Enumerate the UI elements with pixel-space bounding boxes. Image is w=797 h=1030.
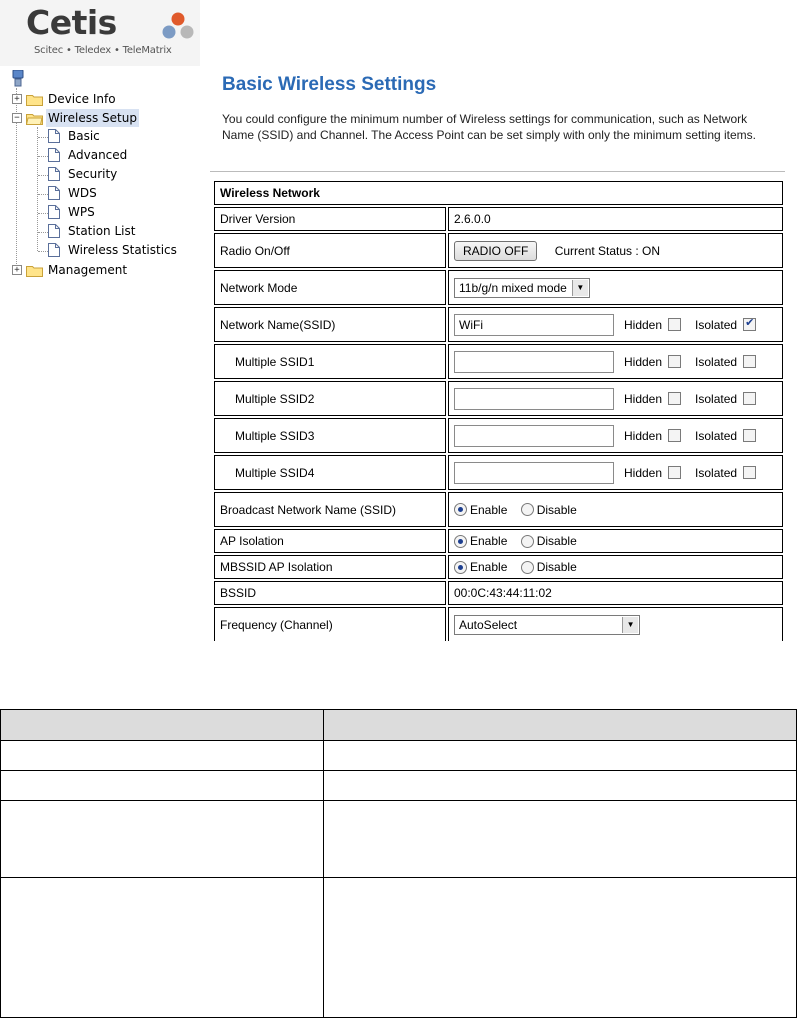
isolated-label: Isolated [695,354,738,369]
radio-off-button[interactable]: RADIO OFF [454,241,537,261]
folder-icon [26,264,43,277]
expand-plus-icon[interactable]: + [12,94,22,104]
hidden-checkbox[interactable] [668,392,681,405]
broadcast-ssid-label: Broadcast Network Name (SSID) [214,492,446,527]
table-header-cell [324,710,797,741]
computer-icon [12,70,24,88]
isolated-checkbox[interactable] [743,392,756,405]
tree-label[interactable]: Station List [68,224,136,238]
expand-plus-icon[interactable]: + [12,265,22,275]
enable-label: Enable [470,534,508,549]
tree-label[interactable]: Advanced [68,148,128,162]
table-cell [324,801,797,878]
table-cell [1,801,324,878]
isolated-label: Isolated [695,317,738,332]
document-icon [48,129,60,143]
tree-label[interactable]: Management [48,263,128,277]
page-title: Basic Wireless Settings [222,74,437,95]
isolated-checkbox[interactable] [743,466,756,479]
mbssid-isolation-label: MBSSID AP Isolation [214,555,446,579]
logo-dots-icon [161,11,195,41]
enable-label: Enable [470,560,508,575]
frequency-value: AutoSelect [459,617,518,632]
section-header: Wireless Network [214,181,783,205]
hidden-checkbox[interactable] [668,429,681,442]
ap-isolation-enable-radio[interactable] [454,535,467,548]
ssid-row [214,455,783,490]
mbssid-enable-radio[interactable] [454,561,467,574]
collapse-minus-icon[interactable]: − [12,113,22,123]
disable-label: Disable [536,560,577,575]
ssid-label: Multiple SSID1 [214,344,446,379]
bssid-label: BSSID [214,581,446,605]
table-cell [324,771,797,801]
driver-version-value: 2.6.0.0 [448,207,783,231]
ap-isolation-label: AP Isolation [214,529,446,553]
tree-label[interactable]: WPS [68,205,95,219]
document-icon [48,186,60,200]
table-cell [1,771,324,801]
ap-isolation-disable-radio[interactable] [521,535,534,548]
document-icon [48,243,60,257]
divider [210,171,785,172]
hidden-label: Hidden [624,428,663,443]
hidden-checkbox[interactable] [668,466,681,479]
hidden-label: Hidden [624,465,663,480]
cetis-logo [0,0,200,66]
ssid-row [214,381,783,416]
frequency-label: Frequency (Channel) [214,607,446,641]
broadcast-enable-radio[interactable] [454,503,467,516]
ssid-row [214,307,783,342]
document-icon [48,205,60,219]
radio-status: Current Status : ON [554,243,661,258]
table-cell [1,741,324,771]
bssid-value: 00:0C:43:44:11:02 [448,581,783,605]
ssid-row [214,344,783,379]
hidden-label: Hidden [624,354,663,369]
ssid-input[interactable] [454,388,614,410]
description-table [0,709,797,1018]
ssid-input[interactable] [454,351,614,373]
ssid-input[interactable] [454,462,614,484]
isolated-checkbox[interactable] [743,318,756,331]
isolated-label: Isolated [695,391,738,406]
folder-icon [26,93,43,106]
page-description: You could configure the minimum number of Wireless settings for communication, such as Network Name (SSID) and Channel. The Access Point can be set simply with only the minimum setting items. [222,112,757,142]
logo-tagline: Scitec • Teledex • TeleMatrix [34,45,172,56]
tree-label[interactable]: Wireless Setup [48,111,137,125]
ssid-row [214,418,783,453]
tree-label[interactable]: Security [68,167,118,181]
table-header-cell [1,710,324,741]
mbssid-disable-radio[interactable] [521,561,534,574]
ssid-label: Multiple SSID4 [214,455,446,490]
network-mode-value: 11b/g/n mixed mode [459,280,567,295]
isolated-label: Isolated [695,465,738,480]
hidden-checkbox[interactable] [668,355,681,368]
tree-label[interactable]: WDS [68,186,97,200]
wireless-settings-table [212,179,785,643]
document-icon [48,224,60,238]
tree-label[interactable]: Device Info [48,92,116,106]
document-icon [48,167,60,181]
document-icon [48,148,60,162]
ssid-label: Multiple SSID2 [214,381,446,416]
enable-label: Enable [470,502,508,517]
dropdown-arrow-icon[interactable]: ▼ [572,280,588,296]
ssid-input[interactable] [454,425,614,447]
tree-label[interactable]: Basic [68,129,100,143]
table-cell [324,878,797,1018]
hidden-label: Hidden [624,317,663,332]
broadcast-disable-radio[interactable] [521,503,534,516]
disable-label: Disable [536,534,577,549]
isolated-checkbox[interactable] [743,429,756,442]
ssid-input[interactable]: WiFi [454,314,614,336]
ssid-label: Network Name(SSID) [214,307,446,342]
network-mode-label: Network Mode [214,270,446,305]
logo-word: Cetis [26,3,117,42]
disable-label: Disable [536,502,577,517]
tree-label[interactable]: Wireless Statistics [68,243,177,257]
dropdown-arrow-icon[interactable]: ▼ [622,617,638,633]
radio-label: Radio On/Off [214,233,446,268]
open-folder-icon [26,112,43,125]
isolated-label: Isolated [695,428,738,443]
table-cell [1,878,324,1018]
driver-version-label: Driver Version [214,207,446,231]
frequency-select[interactable] [454,615,640,635]
ssid-label: Multiple SSID3 [214,418,446,453]
network-mode-select[interactable] [454,278,590,298]
isolated-checkbox[interactable] [743,355,756,368]
hidden-label: Hidden [624,391,663,406]
table-cell [324,741,797,771]
hidden-checkbox[interactable] [668,318,681,331]
